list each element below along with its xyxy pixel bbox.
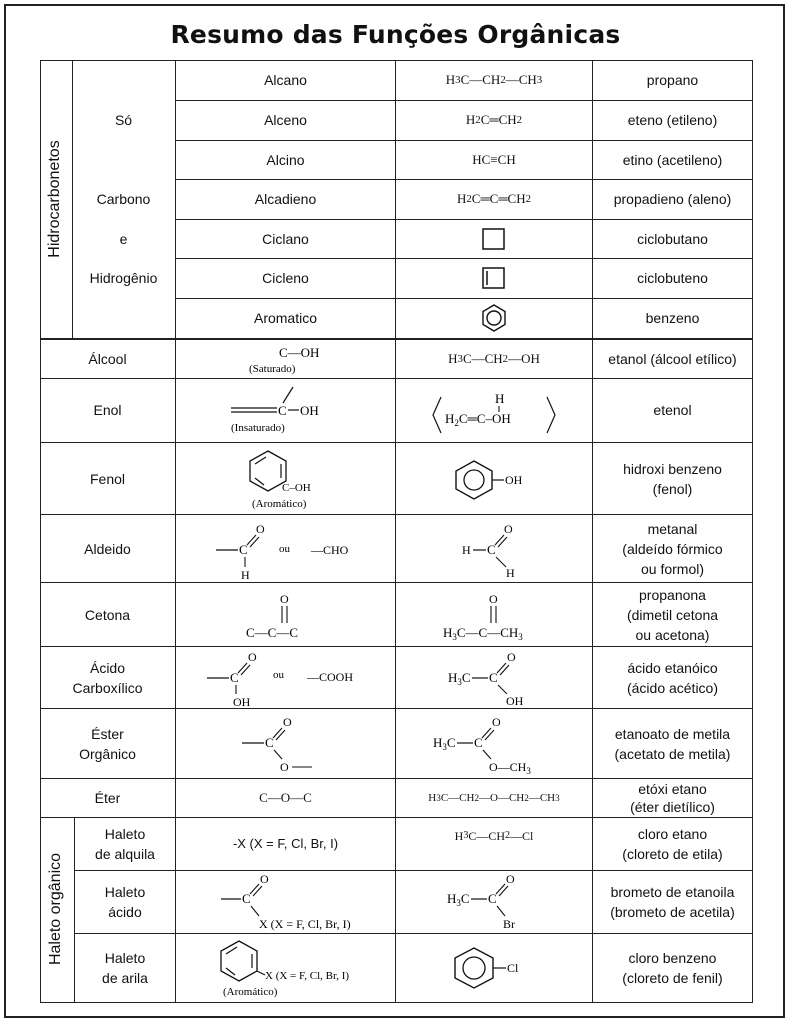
example-alcadieno: H 2 C═C═CH 2	[456, 191, 532, 206]
svg-text:O: O	[282, 714, 292, 729]
svg-text:C: C	[489, 669, 498, 685]
example-alcool: H 3 C—CH 2 —OH	[448, 350, 540, 366]
example-ester	[396, 709, 592, 778]
hc-desc-carbono: Carbono	[96, 191, 151, 207]
general-aldeido	[176, 515, 395, 582]
name-ciclano: ciclobutano	[637, 230, 708, 247]
func-haleto-arila: Haleto de arila	[102, 950, 148, 986]
benzene-ring-icon	[396, 298, 592, 338]
func-alceno: Alceno	[264, 112, 307, 128]
group-hydrocarbons-label: Hidrocarbonetos	[46, 140, 63, 258]
general-acido	[176, 647, 395, 708]
svg-text:OH: OH	[232, 694, 250, 708]
svg-text:O: O	[507, 649, 516, 664]
name-enol: etenol	[653, 402, 692, 418]
svg-text:ou: ou	[278, 542, 290, 555]
example-haleto-acido	[396, 871, 592, 933]
svg-text:C: C	[241, 891, 251, 906]
example-alcino: HC≡CH	[472, 151, 516, 167]
svg-text:O: O	[506, 872, 515, 886]
name-haleto-arila: cloro benzeno (cloreto de fenil)	[622, 950, 723, 986]
svg-text:H: H	[506, 565, 515, 580]
name-haleto-alquila: cloro etano (cloreto de etila)	[622, 826, 723, 862]
svg-text:C–OH: C–OH	[281, 481, 311, 494]
func-alcino: Alcino	[266, 151, 305, 168]
func-fenol: Fenol	[89, 470, 126, 487]
svg-text:C: C	[474, 734, 483, 750]
name-aldeido: metanal (aldeído fórmico ou formol)	[622, 520, 723, 577]
svg-text:O: O	[279, 591, 289, 606]
name-acido: ácido etanóico (ácido acético)	[626, 659, 719, 696]
svg-text:X (X = F, Cl, Br, I): X (X = F, Cl, Br, I)	[258, 917, 351, 931]
svg-text:(Aromático): (Aromático)	[222, 986, 277, 998]
general-fenol	[176, 443, 395, 514]
svg-text:C: C	[277, 403, 287, 418]
square-ring-double-bond-icon	[396, 258, 592, 298]
func-haleto-alquila: Haleto de alquila	[95, 826, 155, 862]
svg-text:O: O	[489, 591, 498, 606]
general-enol	[176, 378, 395, 442]
svg-text:ou: ou	[272, 668, 284, 681]
svg-text:O—CH3: $O—CH_3$	[489, 759, 531, 776]
hc-desc-hidrogenio: Hidrogênio	[89, 270, 158, 286]
example-cetona	[396, 583, 592, 646]
example-fenol	[396, 443, 592, 514]
func-eter: Éter	[94, 790, 121, 806]
svg-text:O: O	[247, 649, 257, 664]
square-ring-icon	[396, 219, 592, 258]
example-alceno: H 2 C═CH 2	[465, 112, 523, 127]
func-alcool: Álcool	[88, 350, 127, 367]
general-haleto-arila	[176, 934, 395, 1002]
page-title: Resumo das Funções Orgânicas	[170, 20, 621, 49]
svg-text:OH: OH	[299, 403, 319, 418]
general-alcool	[176, 339, 395, 378]
svg-text:X (X = F, Cl, Br, I): X (X = F, Cl, Br, I)	[264, 970, 349, 982]
func-aldeido: Aldeido	[84, 540, 131, 557]
name-fenol: hidroxi benzeno (fenol)	[623, 460, 722, 497]
svg-text:C—C—C: C—C—C	[245, 624, 298, 640]
svg-text:H3C: $H_3C$	[448, 669, 471, 687]
name-alcino: etino (acetileno)	[622, 151, 723, 168]
name-cetona: propanona (dimetil cetona ou acetona)	[626, 586, 719, 643]
name-alcool: etanol (álcool etílico)	[608, 350, 737, 367]
example-aldeido	[396, 515, 592, 582]
svg-text:C: C	[238, 541, 248, 557]
example-haleto-alquila: H 3 C—CH 2 —Cl	[454, 829, 534, 843]
func-cicleno: Cicleno	[262, 270, 309, 286]
name-eter: etóxi etano (éter dietílico)	[630, 781, 715, 815]
svg-text:—COOH: —COOH	[306, 669, 353, 684]
func-acido: Ácido Carboxílico	[72, 659, 143, 696]
svg-text:H3C: $H_3C$	[447, 891, 470, 908]
hc-desc-so: Só	[114, 112, 133, 128]
func-alcadieno: Alcadieno	[254, 191, 317, 207]
func-haleto-acido: Haleto ácido	[104, 884, 146, 920]
name-alceno: eteno (etileno)	[627, 112, 718, 128]
name-cicleno: ciclobuteno	[637, 270, 708, 286]
svg-text:C: C	[264, 734, 274, 750]
func-ciclano: Ciclano	[262, 230, 309, 247]
name-aromatico: benzeno	[645, 310, 700, 326]
svg-text:H2C═C–OH: $H_2C═C-OH$	[445, 411, 511, 428]
example-haleto-arila	[396, 934, 592, 1002]
func-aromatico: Aromatico	[253, 310, 318, 326]
svg-text:C: C	[487, 541, 496, 557]
svg-text:(Saturado): (Saturado)	[248, 362, 295, 375]
general-eter: C—O—C	[259, 790, 312, 805]
group-halides-label: Haleto orgânico	[47, 852, 64, 966]
func-ester: Éster Orgânico	[79, 725, 136, 762]
svg-text:(Insaturado): (Insaturado)	[230, 422, 285, 434]
svg-text:Br: Br	[503, 917, 515, 931]
svg-text:O: O	[492, 714, 501, 729]
general-haleto-acido	[176, 871, 395, 933]
func-alcano: Alcano	[264, 72, 307, 88]
general-cetona	[176, 583, 395, 646]
svg-text:Cl: Cl	[507, 961, 519, 975]
svg-text:H: H	[462, 542, 471, 557]
svg-text:O: O	[255, 521, 265, 536]
svg-text:OH: OH	[506, 693, 524, 708]
svg-text:O: O	[504, 521, 513, 536]
func-enol: Enol	[93, 402, 122, 418]
svg-text:—CHO: —CHO	[310, 542, 348, 557]
svg-text:C—OH: C—OH	[278, 344, 319, 360]
hc-desc-e: e	[119, 231, 128, 247]
example-enol	[396, 378, 592, 442]
name-alcano: propano	[646, 72, 699, 88]
svg-text:OH: OH	[505, 472, 523, 487]
name-alcadieno: propadieno (aleno)	[613, 191, 732, 207]
general-ester	[176, 709, 395, 778]
svg-text:C: C	[488, 891, 497, 906]
svg-text:H3C: $H_3C$	[433, 734, 456, 752]
example-alcano: H 3 C—CH 2 —CH 3	[445, 72, 543, 87]
func-cetona: Cetona	[84, 606, 131, 623]
svg-text:H3C—C—CH3: $H_3C—C—CH_3$	[443, 624, 523, 642]
name-haleto-acido: brometo de etanoila (brometo de acetila)	[610, 884, 735, 920]
svg-text:O: O	[259, 872, 269, 886]
svg-text:O: O	[279, 759, 289, 774]
general-haleto-alquila: -X (X = F, Cl, Br, I)	[232, 836, 339, 851]
svg-text:C: C	[229, 669, 239, 685]
svg-text:(Aromático): (Aromático)	[251, 497, 306, 510]
example-acido	[396, 647, 592, 708]
svg-text:H: H	[495, 391, 505, 406]
example-eter: H 3 C—CH 2 —O—CH 2 —CH 3	[428, 792, 560, 804]
name-ester: etanoato de metila (acetato de metila)	[614, 725, 731, 762]
svg-text:H: H	[240, 567, 250, 581]
